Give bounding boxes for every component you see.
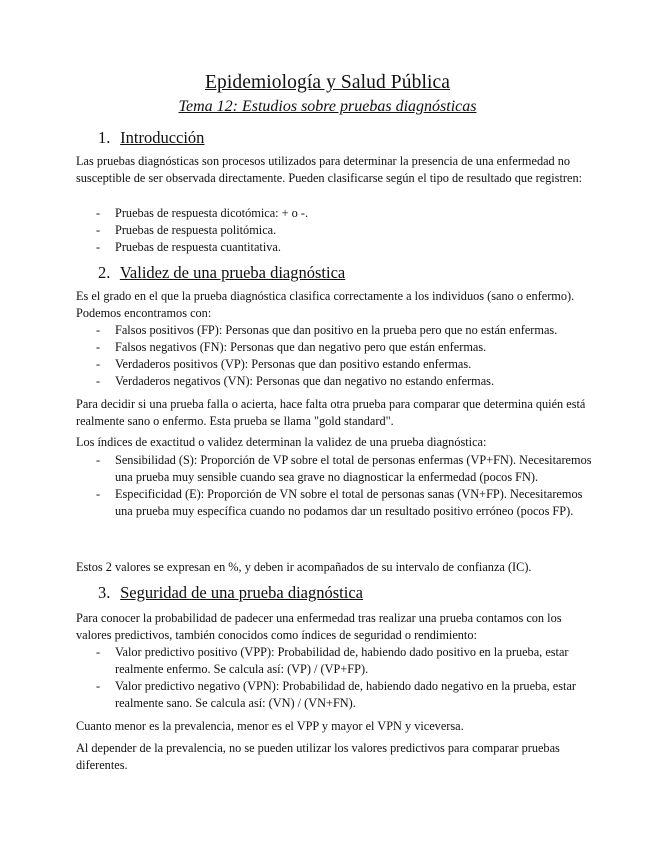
paragraph: Los índices de exactitud o validez determinan la validez de una prueba diagnóstica: (76, 435, 487, 449)
list-item: - Verdaderos positivos (VP): Personas que dan positivo estando enfermas. (76, 356, 596, 373)
section-heading-validez (98, 263, 345, 283)
list-item: - Pruebas de respuesta politómica. (76, 222, 596, 239)
list-item: - Pruebas de respuesta dicotómica: + o -. (76, 205, 596, 222)
paragraph: Cuanto menor es la prevalencia, menor es el VPP y mayor el VPN y viceversa. (76, 719, 464, 733)
section-title: Introducción (120, 128, 205, 147)
bullet-list (76, 322, 596, 390)
section-heading-introduccion (98, 128, 204, 148)
section-title: Validez de una prueba diagnóstica (119, 263, 346, 282)
list-item: - Falsos positivos (FP): Personas que dan positivo en la prueba pero que no están enfermas. (76, 322, 596, 339)
section-number: 1. (98, 128, 111, 147)
paragraph: Estos 2 valores se expresan en %, y deben ir acompañados de su intervalo de confianza (IC). (76, 560, 532, 574)
section-number: 3. (98, 583, 111, 602)
list-item: - Pruebas de respuesta cuantitativa. (76, 239, 596, 256)
list-item: - Especificidad (E): Proporción de VN sobre el total de personas sanas (VN+FP). Necesitaremos una prueba muy específica cuando no podamos dar un resultado positivo erróneo (pocos FP). (76, 486, 596, 520)
bullet-list (76, 452, 596, 520)
section-heading-seguridad (98, 583, 363, 603)
document-title: Epidemiología y Salud Pública (205, 72, 450, 93)
paragraph: Al depender de la prevalencia, no se pueden utilizar los valores predictivos para comparar pruebas diferentes. (76, 741, 560, 772)
list-item: - Verdaderos negativos (VN): Personas que dan negativo no estando enfermas. (76, 373, 596, 390)
document-subtitle: Tema 12: Estudios sobre pruebas diagnósticas (178, 98, 477, 115)
section-number: 2. (98, 263, 111, 282)
list-item: - Falsos negativos (FN): Personas que dan negativo pero que están enfermas. (76, 339, 596, 356)
paragraph: Las pruebas diagnósticas son procesos utilizados para determinar la presencia de una enfermedad no susceptible de ser observada directamente. Pueden clasificarse según el tipo de resultado que registren: (76, 154, 583, 185)
paragraph: Es el grado en el que la prueba diagnóstica clasifica correctamente a los individuos (sano o enfermo). Podemos encontramos con: (76, 289, 575, 320)
bullet-list (76, 644, 596, 712)
section-title: Seguridad de una prueba diagnóstica (120, 583, 363, 602)
bullet-list (76, 205, 596, 256)
list-item: - Valor predictivo negativo (VPN): Probabilidad de, habiendo dado negativo en la prueba, estar realmente sano. Se calcula así: (VN) / (VN+FN). (76, 678, 596, 712)
list-item: - Valor predictivo positivo (VPP): Probabilidad de, habiendo dado positivo en la prueba, estar realmente enfermo. Se calcula así: (VP) / (VP+FP). (76, 644, 596, 678)
list-item: - Sensibilidad (S): Proporción de VP sobre el total de personas enfermas (VP+FN). Necesitaremos una prueba muy sensible cuando sea grave no diagnosticar la enfermedad (pocos FN). (76, 452, 596, 486)
paragraph: Para decidir si una prueba falla o acierta, hace falta otra prueba para comparar que determina quién está realmente sano o enfermo. Esta prueba se llama "gold standard". (76, 397, 586, 428)
paragraph: Para conocer la probabilidad de padecer una enfermedad tras realizar una prueba contamos con los valores predictivos, también conocidos como índices de seguridad o rendimiento: (76, 611, 562, 642)
